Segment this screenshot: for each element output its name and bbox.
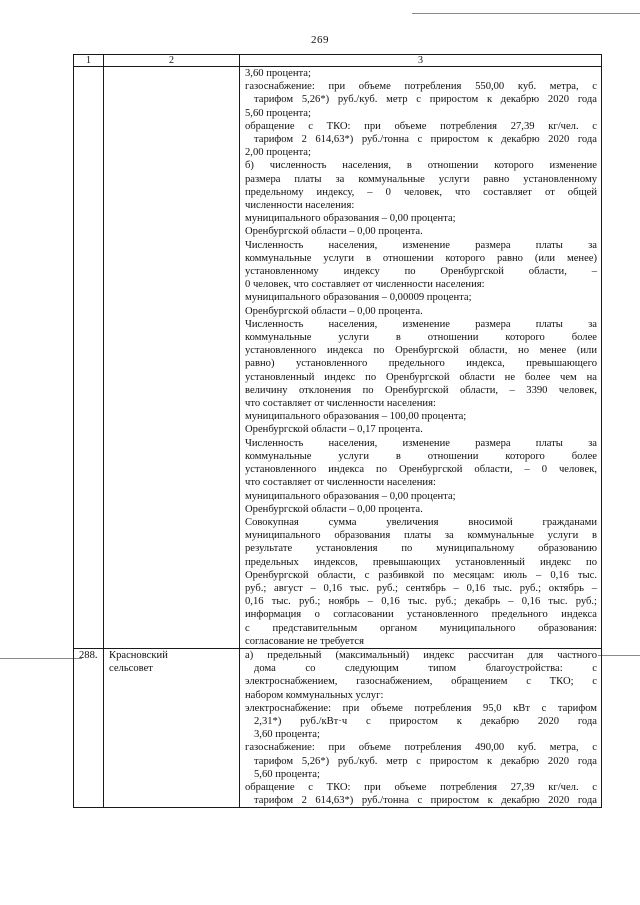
text-line: газоснабжение: при объеме потребления 550,00 куб. метра, с — [245, 81, 597, 93]
text-line: установленного индекса по Оренбургской области, – 0 человек, — [245, 464, 597, 476]
text-line: а) предельный (максимальный) индекс рассчитан для частного — [245, 649, 597, 661]
text-line: электроснабжение: при объеме потребления 95,0 кВт с тарифом — [245, 702, 597, 714]
municipality-name-line: Красновский — [109, 649, 168, 661]
text-line: б) численность населения, в отношении которого изменение — [245, 160, 597, 172]
index-description-cell — [240, 67, 602, 649]
table-row-continuation — [74, 67, 602, 649]
text-line: Численность населения, изменение размера платы за — [245, 437, 597, 449]
text-line: что составляет от численности населения: — [245, 477, 436, 489]
text-line: 0 человек, что составляет от численности населения: — [245, 279, 485, 291]
text-line: величину отклонения по Оренбургской области, – 3390 человек, — [245, 384, 597, 396]
text-line: Оренбургской области, с разбивкой по месяцам: июль – 0,16 тыс. — [245, 569, 597, 581]
text-line: тарифом 5,26*) руб./куб. метр с приростом к декабрю 2020 года — [254, 94, 597, 106]
text-line: 3,60 процента; — [254, 729, 320, 741]
text-line: тарифом 5,26*) руб./куб. метр с приростом к декабрю 2020 года — [254, 755, 597, 767]
text-line: 3,60 процента; — [245, 68, 311, 79]
text-line: Оренбургской области – 0,17 процента. — [245, 424, 423, 436]
text-line: коммунальные услуги в отношении которого более — [245, 332, 597, 344]
indices-table — [73, 54, 602, 808]
text-line: установленному индексу по Оренбургской области, – — [245, 266, 597, 278]
text-line: муниципального образования платы за коммунальные услуги в — [245, 530, 597, 542]
text-line: дома со следующим типом благоустройства: с — [254, 663, 597, 675]
text-line: коммунальные услуги в отношении которого равно (или менее) — [245, 252, 597, 264]
text-line: 0,16 тыс. руб.; ноябрь – 0,16 тыс. руб.; декабрь – 0,16 тыс. руб.; — [245, 596, 597, 608]
text-line: установленный индекс по Оренбургской области не более чем на — [245, 371, 597, 383]
municipality-name-cell — [104, 67, 240, 649]
text-line: Численность населения, изменение размера платы за — [245, 318, 597, 330]
text-line: 2,31*) руб./кВт·ч с приростом к декабрю 2020 года — [254, 715, 597, 727]
text-line: муниципального образования – 0,00009 процента; — [245, 292, 472, 304]
scan-margin-rule-left — [0, 658, 82, 659]
text-line: размера платы за коммунальные услуги равно установленному — [245, 173, 597, 185]
municipality-name-line: сельсовет — [109, 663, 153, 675]
text-line: электроснабжением, газоснабжением, обращением с ТКО; с — [245, 676, 597, 688]
row-number-cell: 288. — [74, 648, 104, 807]
table-header-row — [74, 55, 602, 67]
text-line: численности населения: — [245, 200, 355, 212]
index-description-cell — [240, 648, 602, 807]
header-col-1: 1 — [74, 55, 104, 67]
scan-top-rule — [412, 13, 640, 14]
text-line: муниципального образования – 0,00 процента; — [245, 490, 456, 502]
text-line: установленного индекса по Оренбургской области, но менее (или — [245, 345, 597, 357]
text-line: Совокупная сумма увеличения вносимой гражданами — [245, 516, 597, 528]
text-line: обращение с ТКО: при объеме потребления 27,39 кг/чел. с — [245, 781, 597, 793]
text-line: обращение с ТКО: при объеме потребления 27,39 кг/чел. с — [245, 120, 597, 132]
text-line: предельному индексу, – 0 человек, что составляет от общей — [245, 186, 597, 198]
text-line: Оренбургской области – 0,00 процента. — [245, 226, 423, 238]
page-number: 269 — [311, 34, 329, 46]
text-line: равно) установленного предельного индекса, превышающего — [245, 358, 597, 370]
text-line: 5,60 процента; — [245, 107, 311, 119]
text-line: с представительным органом муниципального образования: — [245, 622, 597, 634]
text-line: результате установления по муниципальному образованию — [245, 543, 597, 555]
scan-margin-rule-right — [598, 655, 640, 656]
text-line: Оренбургской области – 0,00 процента. — [245, 503, 423, 515]
text-line: информация о согласовании установленного предельного индекса — [245, 609, 597, 621]
header-col-3: 3 — [240, 55, 602, 67]
text-line: муниципального образования – 100,00 процента; — [245, 411, 467, 423]
text-line: 2,00 процента; — [245, 147, 311, 159]
text-line: Численность населения, изменение размера платы за — [245, 239, 597, 251]
text-line: Оренбургской области – 0,00 процента. — [245, 305, 423, 317]
text-line: коммунальные услуги в отношении которого более — [245, 450, 597, 462]
text-line: предельных индексов, превышающих установленный индекс по — [245, 556, 597, 568]
municipality-name-cell — [104, 648, 240, 807]
text-line: газоснабжение: при объеме потребления 490,00 куб. метра, с — [245, 742, 597, 754]
text-line: муниципального образования – 0,00 процента; — [245, 213, 456, 225]
text-line: 5,60 процента; — [254, 768, 320, 780]
text-line: что составляет от численности населения: — [245, 398, 436, 410]
text-line: согласование не требуется — [245, 635, 365, 647]
text-line: руб.; август – 0,16 тыс. руб.; сентябрь – 0,16 тыс. руб.; октябрь – — [245, 582, 597, 594]
row-number-cell — [74, 67, 104, 649]
table-row-288 — [74, 648, 602, 807]
text-line: набором коммунальных услуг: — [245, 689, 384, 701]
text-line: тарифом 2 614,63*) руб./тонна с приростом к декабрю 2020 года — [254, 134, 597, 146]
header-col-2: 2 — [104, 55, 240, 67]
text-line: тарифом 2 614,63*) руб./тонна с приростом к декабрю 2020 года — [254, 795, 597, 807]
